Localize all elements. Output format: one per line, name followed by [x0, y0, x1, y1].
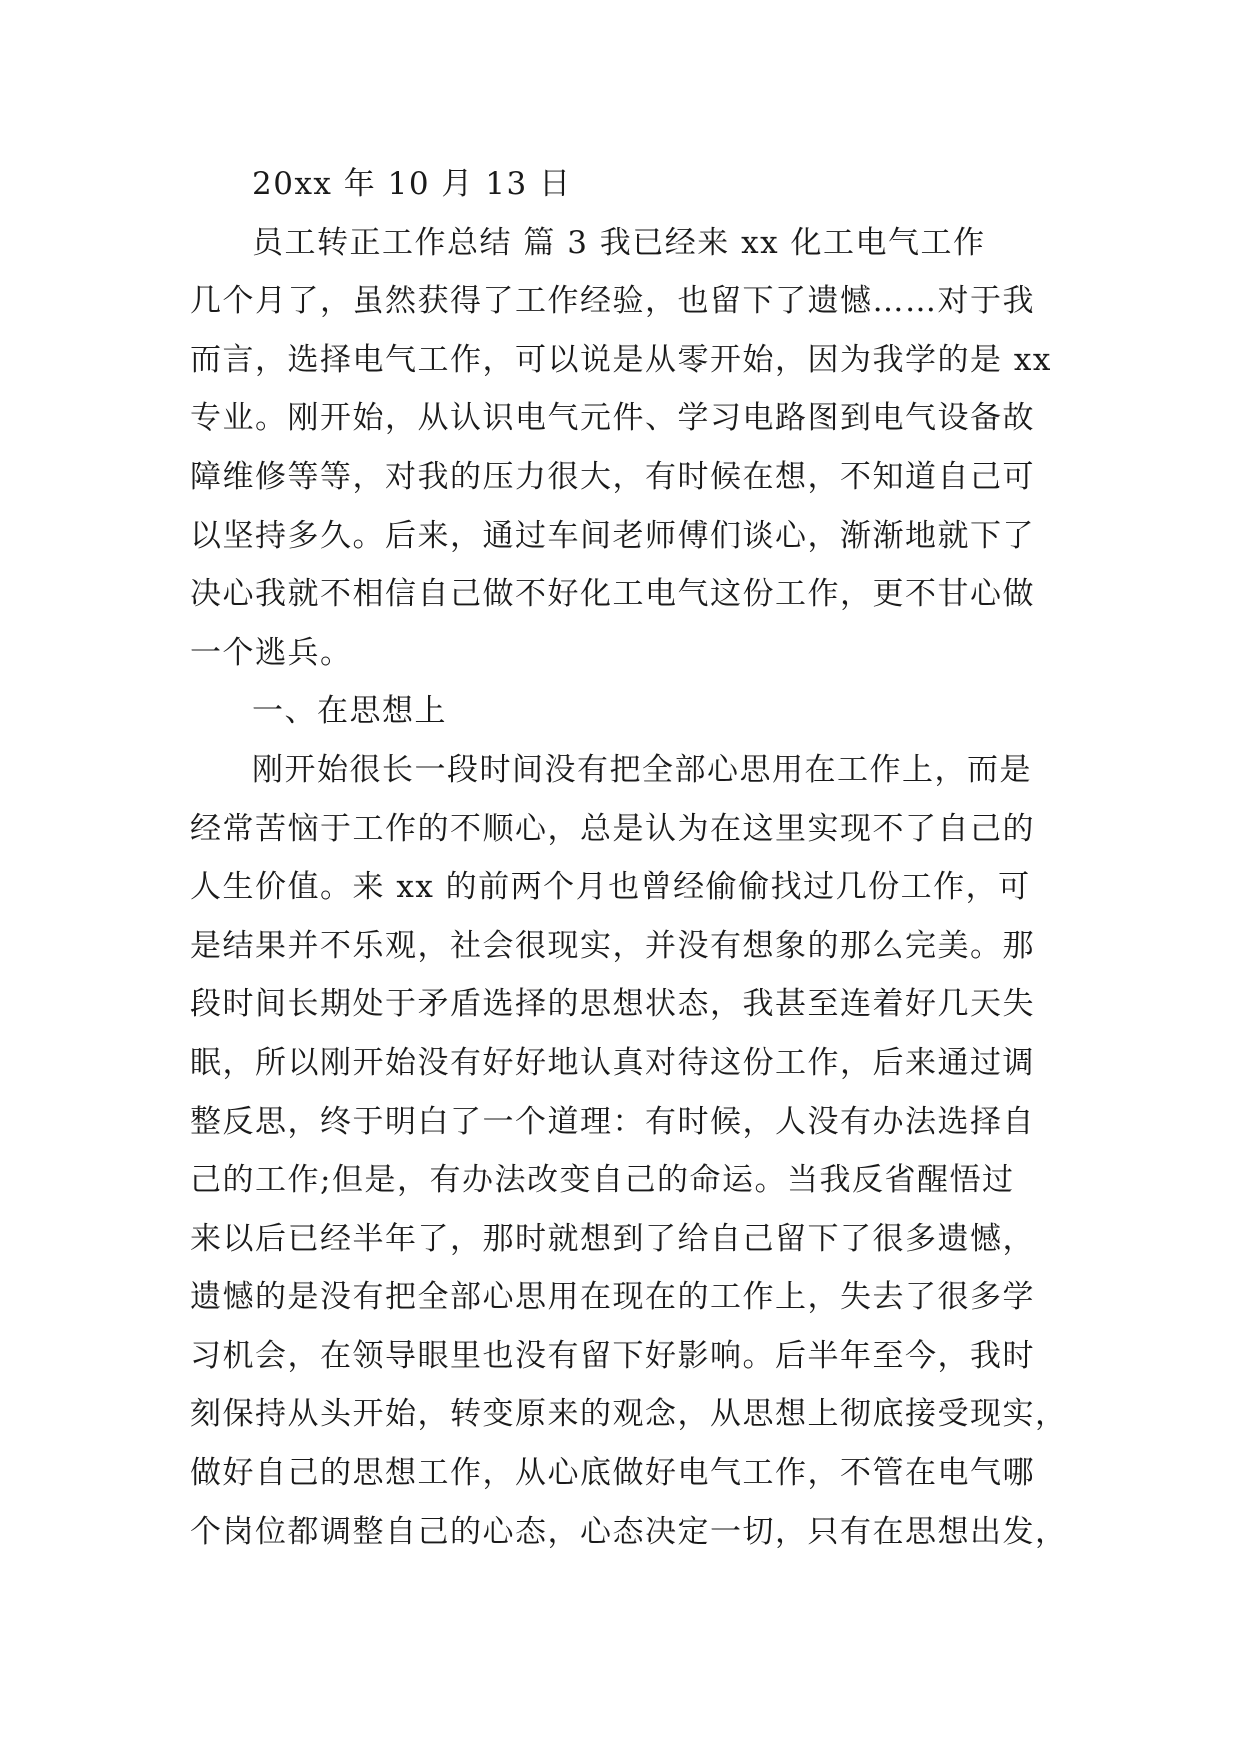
section-heading: 一、在思想上	[252, 693, 447, 730]
paragraph-line: 来以后已经半年了，那时就想到了给自己留下了很多遗憾，	[190, 1220, 1035, 1257]
paragraph-line: 一个逃兵。	[190, 634, 353, 671]
paragraph-line: 以坚持多久。后来，通过车间老师傅们谈心，渐渐地就下了	[190, 517, 1035, 554]
paragraph-line-first: 员工转正工作总结 篇 3 我已经来 xx 化工电气工作	[252, 224, 986, 261]
paragraph-line: 人生价值。来 xx 的前两个月也曾经偷偷找过几份工作，可	[190, 869, 1031, 906]
document-body	[190, 155, 1068, 1561]
paragraph-line: 己的工作;但是，有办法改变自己的命运。当我反省醒悟过	[190, 1162, 1015, 1199]
paragraph-line: 经常苦恼于工作的不顺心，总是认为在这里实现不了自己的	[190, 810, 1035, 847]
paragraph-line: 专业。刚开始，从认识电气元件、学习电路图到电气设备故	[190, 400, 1035, 437]
paragraph-line: 段时间长期处于矛盾选择的思想状态，我甚至连着好几天失	[190, 986, 1035, 1023]
paragraph-line: 整反思，终于明白了一个道理：有时候，人没有办法选择自	[190, 1103, 1035, 1140]
paragraph-line: 刻保持从头开始，转变原来的观念，从思想上彻底接受现实，	[190, 1396, 1068, 1433]
paragraph-line: 遗憾的是没有把全部心思用在现在的工作上，失去了很多学	[190, 1279, 1035, 1316]
paragraph-line: 习机会，在领导眼里也没有留下好影响。后半年至今，我时	[190, 1337, 1035, 1374]
paragraph-line: 做好自己的思想工作，从心底做好电气工作，不管在电气哪	[190, 1455, 1035, 1492]
date-line: 20xx 年 10 月 13 日	[252, 166, 572, 202]
paragraph-line: 是结果并不乐观，社会很现实，并没有想象的那么完美。那	[190, 927, 1035, 964]
paragraph-line: 几个月了，虽然获得了工作经验，也留下了遗憾……对于我	[190, 283, 1035, 320]
paragraph-line-first: 刚开始很长一段时间没有把全部心思用在工作上，而是	[252, 751, 1032, 788]
paragraph-line: 决心我就不相信自己做不好化工电气这份工作，更不甘心做	[190, 576, 1035, 613]
paragraph-line: 而言，选择电气工作，可以说是从零开始，因为我学的是 xx	[190, 341, 1052, 378]
paragraph-line: 眠，所以刚开始没有好好地认真对待这份工作，后来通过调	[190, 1044, 1035, 1081]
paragraph-line: 障维修等等，对我的压力很大，有时候在想，不知道自己可	[190, 458, 1035, 495]
paragraph-line: 个岗位都调整自己的心态，心态决定一切，只有在思想出发，	[190, 1513, 1068, 1550]
